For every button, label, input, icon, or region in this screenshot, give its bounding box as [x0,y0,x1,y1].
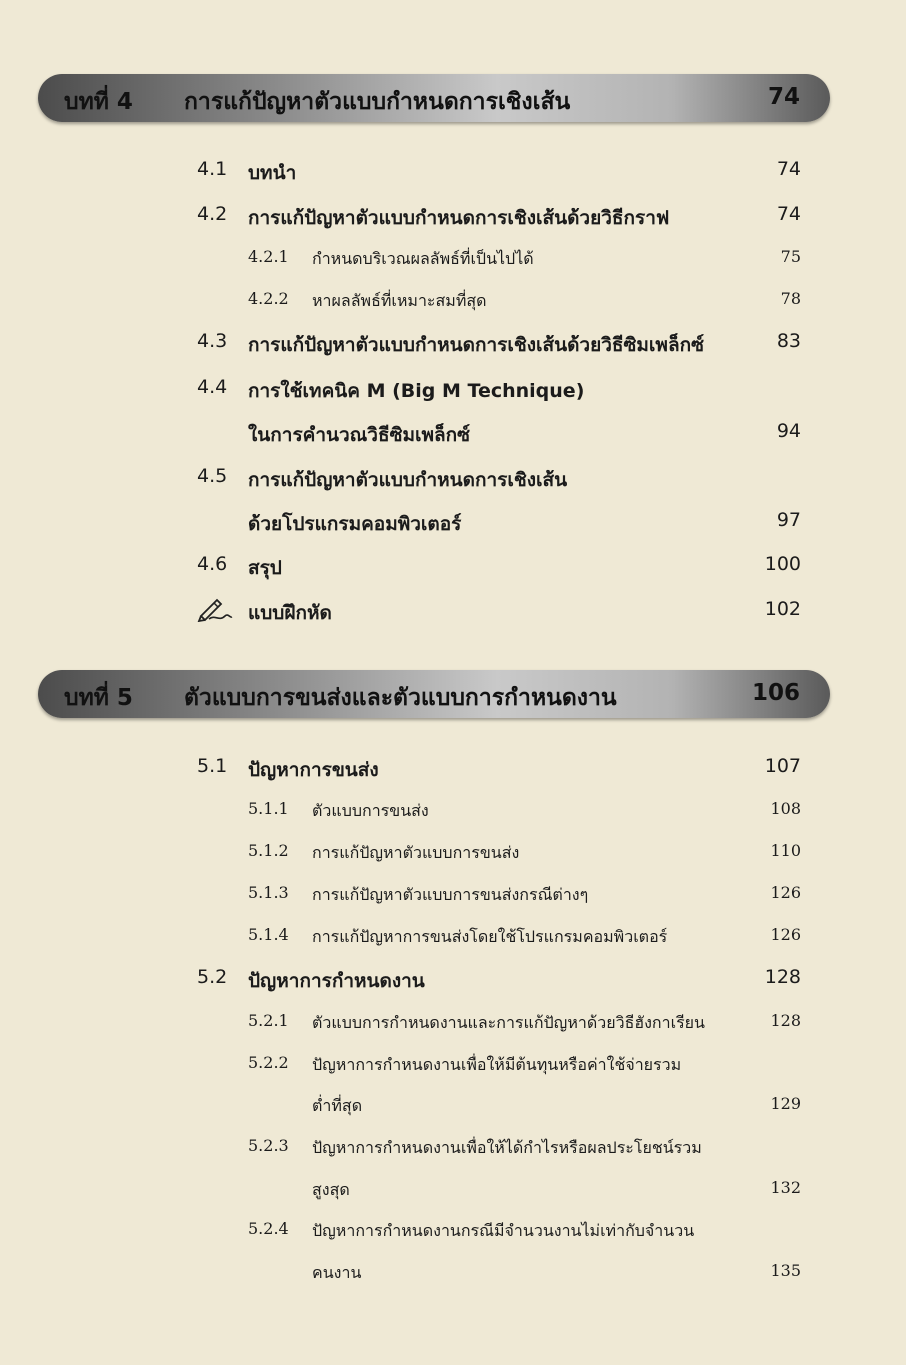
entry-number: 4.6 [197,553,228,575]
toc-entry-5-1-1 [0,799,906,829]
toc-entry-4-2-2 [0,289,906,319]
entry-number: 5.2.4 [248,1219,289,1238]
entry-title: กำหนดบริเวณผลลัพธ์ที่เป็นไปได้ [312,249,534,268]
entry-page: 102 [764,598,801,620]
entry-title: ตัวแบบการขนส่ง [312,801,429,820]
entry-title: การใช้เทคนิค M (Big M Technique) [248,380,585,402]
toc-entry-5-2-3-cont [0,1178,906,1208]
entry-page: 100 [764,553,801,575]
toc-entry-exercises-4 [0,598,906,628]
entry-title: การแก้ปัญหาการขนส่งโดยใช้โปรแกรมคอมพิวเตอร์ [312,927,668,946]
entry-page: 132 [770,1178,801,1197]
toc-entry-4-5 [0,465,906,495]
entry-page: 126 [770,883,801,902]
entry-number: 4.4 [197,376,228,398]
entry-number: 5.2 [197,966,228,988]
toc-entry-5-1-4 [0,925,906,955]
chapter-4-page: 74 [767,84,800,110]
toc-entry-4-2-1 [0,247,906,277]
entry-title: การแก้ปัญหาตัวแบบการขนส่งกรณีต่างๆ [312,885,589,904]
toc-entry-4-4 [0,376,906,406]
toc-entry-4-3 [0,330,906,360]
entry-title: การแก้ปัญหาตัวแบบการขนส่ง [312,843,520,862]
entry-title: หาผลลัพธ์ที่เหมาะสมที่สุด [312,291,487,310]
entry-page: 94 [776,420,801,442]
entry-page: 110 [770,841,801,860]
entry-number: 5.2.3 [248,1136,289,1155]
entry-title: การแก้ปัญหาตัวแบบกำหนดการเชิงเส้นด้วยวิธีกราฟ [248,207,670,229]
entry-title: ปัญหาการขนส่ง [248,759,379,781]
entry-page: 135 [770,1261,801,1280]
entry-number: 5.2.1 [248,1011,289,1030]
entry-title-continued: ด้วยโปรแกรมคอมพิวเตอร์ [248,513,462,535]
entry-number: 5.1.3 [248,883,289,902]
toc-entry-5-1-2 [0,841,906,871]
entry-title-continued: ในการคำนวณวิธีซิมเพล็กซ์ [248,424,471,446]
toc-entry-4-1 [0,158,906,188]
entry-title: การแก้ปัญหาตัวแบบกำหนดการเชิงเส้น [248,469,568,491]
toc-entry-4-4-cont [0,420,906,450]
chapter-4-label: บทที่ 4 [64,89,133,115]
toc-entry-5-2-1 [0,1011,906,1041]
entry-number: 4.2 [197,203,228,225]
entry-number: 4.2.2 [248,289,289,308]
entry-title: สรุป [248,557,282,579]
toc-entry-5-2-3 [0,1136,906,1166]
entry-page: 128 [764,966,801,988]
chapter-4-title: การแก้ปัญหาตัวแบบกำหนดการเชิงเส้น [184,89,571,115]
toc-entry-4-6 [0,553,906,583]
toc-entry-5-1 [0,755,906,785]
entry-title: ตัวแบบการกำหนดงานและการแก้ปัญหาด้วยวิธีฮังกาเรียน [312,1013,705,1032]
entry-number: 5.1.2 [248,841,289,860]
entry-page: 126 [770,925,801,944]
entry-page: 108 [770,799,801,818]
toc-entry-5-2 [0,966,906,996]
entry-title: ปัญหาการกำหนดงาน [248,970,425,992]
entry-number: 4.2.1 [248,247,289,266]
chapter-4-banner [38,74,830,122]
entry-page: 129 [770,1094,801,1113]
chapter-5-banner [38,670,830,718]
entry-title-continued: สูงสุด [312,1180,350,1199]
pencil-writing-icon [197,596,233,622]
entry-number: 4.5 [197,465,228,487]
toc-entry-4-2 [0,203,906,233]
entry-title: แบบฝึกหัด [248,602,332,624]
entry-title: ปัญหาการกำหนดงานกรณีมีจำนวนงานไม่เท่ากับจำนวน [312,1221,695,1240]
entry-page: 75 [780,247,801,266]
toc-entry-5-2-2 [0,1053,906,1083]
entry-title: การแก้ปัญหาตัวแบบกำหนดการเชิงเส้นด้วยวิธีซิมเพล็กซ์ [248,334,704,356]
entry-page: 74 [776,203,801,225]
entry-title: ปัญหาการกำหนดงานเพื่อให้ได้กำไรหรือผลประโยชน์รวม [312,1138,702,1157]
chapter-5-label: บทที่ 5 [64,685,133,711]
entry-page: 107 [764,755,801,777]
entry-title-continued: คนงาน [312,1263,362,1282]
toc-entry-5-2-4 [0,1219,906,1249]
entry-number: 5.1 [197,755,228,777]
entry-number: 5.1.1 [248,799,289,818]
entry-page: 78 [780,289,801,308]
entry-number: 5.1.4 [248,925,289,944]
toc-entry-4-5-cont [0,509,906,539]
entry-page: 97 [776,509,801,531]
entry-title: ปัญหาการกำหนดงานเพื่อให้มีต้นทุนหรือค่าใช้จ่ายรวม [312,1055,682,1074]
entry-number: 4.1 [197,158,228,180]
chapter-5-page: 106 [751,680,800,706]
entry-page: 83 [776,330,801,352]
chapter-5-title: ตัวแบบการขนส่งและตัวแบบการกำหนดงาน [184,685,617,711]
entry-number: 4.3 [197,330,228,352]
entry-title-continued: ต่ำที่สุด [312,1096,363,1115]
entry-title: บทนำ [248,162,297,184]
toc-entry-5-2-2-cont [0,1094,906,1124]
entry-page: 74 [776,158,801,180]
entry-number: 5.2.2 [248,1053,289,1072]
toc-entry-5-1-3 [0,883,906,913]
toc-entry-5-2-4-cont [0,1261,906,1291]
entry-page: 128 [770,1011,801,1030]
